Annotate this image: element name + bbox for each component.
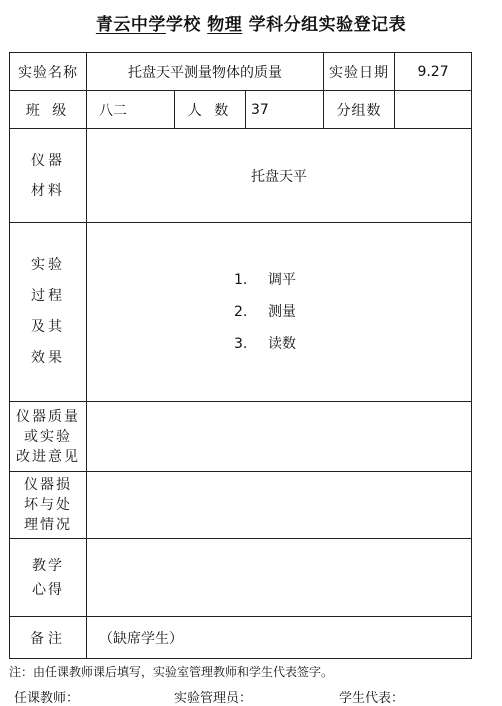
class-label: 班 级 — [10, 91, 87, 129]
row-equipment — [10, 129, 472, 223]
row-teaching — [10, 539, 472, 617]
process-label-line: 过程 — [31, 288, 65, 304]
damage-label — [10, 472, 87, 539]
class-value[interactable]: 八二 — [87, 91, 175, 129]
row-damage — [10, 472, 472, 539]
quality-value[interactable] — [87, 402, 472, 472]
experiment-name-value[interactable]: 托盘天平测量物体的质量 — [87, 53, 324, 91]
teaching-value[interactable] — [87, 539, 472, 617]
lab-manager-signature-label: 实验管理员： — [174, 691, 253, 706]
step-text: 测量 — [268, 304, 297, 320]
row-class-info — [10, 91, 472, 129]
teaching-label — [10, 539, 87, 617]
equipment-value[interactable]: 托盘天平 — [87, 129, 472, 223]
step-number: 2. — [234, 304, 248, 320]
process-label-line: 效果 — [31, 350, 65, 366]
process-label-line: 实验 — [31, 257, 65, 273]
row-remark — [10, 617, 472, 659]
process-steps — [234, 264, 324, 360]
remark-value[interactable]: （缺席学生） — [87, 617, 472, 659]
process-label-line: 及其 — [31, 319, 65, 335]
process-label — [10, 223, 87, 402]
row-process — [10, 223, 472, 402]
title-subject: 物理 — [207, 15, 243, 35]
step-text: 调平 — [268, 272, 297, 288]
process-step — [234, 264, 324, 296]
quality-label-line: 仪器质量 — [16, 408, 80, 425]
step-number: 3. — [234, 336, 248, 352]
remark-label: 备注 — [10, 617, 87, 659]
count-label: 人 数 — [175, 91, 246, 129]
quality-label-line: 或实验 — [24, 428, 72, 445]
row-quality — [10, 402, 472, 472]
step-number: 1. — [234, 272, 248, 288]
equipment-label-line: 材料 — [31, 182, 65, 199]
damage-value[interactable] — [87, 472, 472, 539]
damage-label-line: 理情况 — [24, 517, 72, 533]
step-text: 读数 — [268, 336, 297, 352]
student-rep-signature-label: 学生代表： — [339, 691, 405, 706]
footnote: 注：由任课教师课后填写，实验室管理教师和学生代表签字。 — [9, 665, 334, 679]
quality-label — [10, 402, 87, 472]
experiment-date-value[interactable]: 9.27 — [395, 53, 472, 91]
process-value[interactable] — [87, 223, 472, 402]
damage-label-line: 坏与处 — [24, 497, 72, 513]
process-step — [234, 296, 324, 328]
form-title — [0, 10, 502, 35]
count-value[interactable]: 37 — [246, 91, 324, 129]
groups-label: 分组数 — [324, 91, 395, 129]
teaching-label-line: 教学 — [32, 557, 64, 574]
title-school: 青云中学 — [95, 15, 166, 35]
equipment-label-line: 仪器 — [31, 152, 65, 169]
process-step — [234, 328, 324, 360]
row-experiment-name — [10, 53, 472, 91]
title-rest: 学科分组实验登记表 — [248, 15, 407, 35]
equipment-label — [10, 129, 87, 223]
experiment-name-label: 实验名称 — [10, 53, 87, 91]
quality-label-line: 改进意见 — [16, 448, 80, 465]
teaching-label-line: 心得 — [32, 581, 64, 598]
groups-value[interactable] — [395, 91, 472, 129]
title-school-suffix: 学校 — [165, 15, 201, 35]
damage-label-line: 仪器损 — [24, 477, 72, 493]
experiment-date-label: 实验日期 — [324, 53, 395, 91]
experiment-record-table — [9, 52, 472, 659]
teacher-signature-label: 任课教师： — [14, 691, 80, 706]
